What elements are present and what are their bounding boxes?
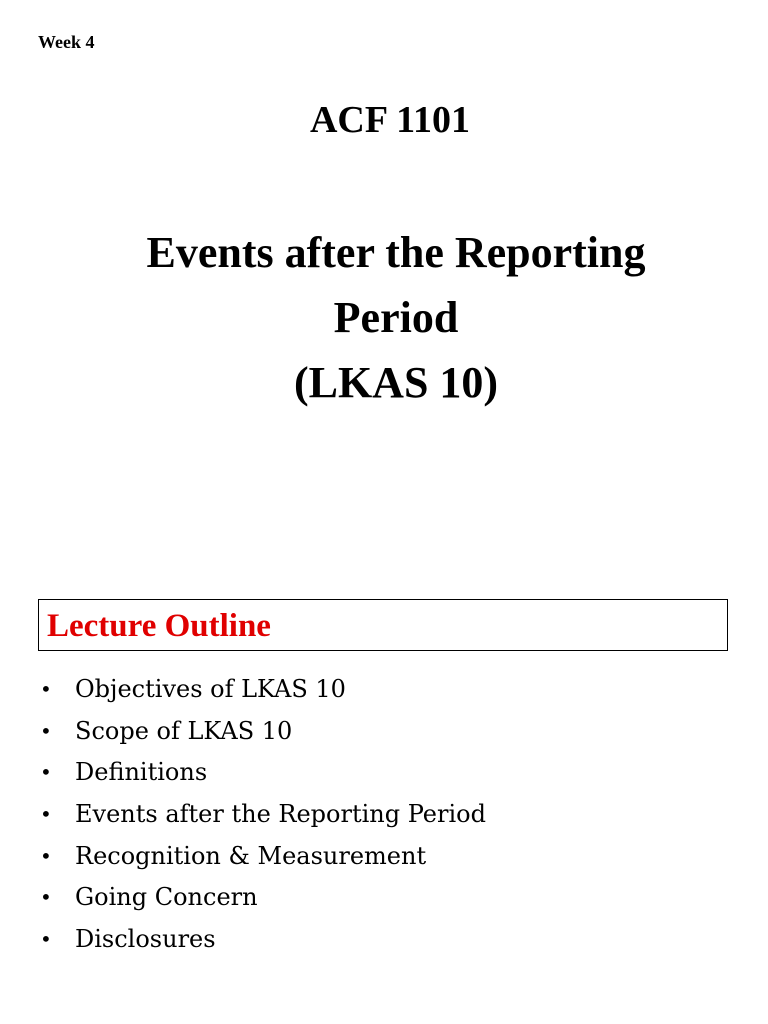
title-line: Period xyxy=(333,293,459,342)
bullet-icon: • xyxy=(40,677,52,701)
title-line: Events after the Reporting xyxy=(146,228,646,277)
list-item-text: Going Concern xyxy=(75,883,258,912)
list-item-text: Recognition & Measurement xyxy=(75,841,427,870)
bullet-icon: • xyxy=(40,885,52,910)
list-item-text: Objectives of LKAS 10 xyxy=(75,675,346,703)
bullet-icon: • xyxy=(40,718,52,743)
title-line: (LKAS 10) xyxy=(293,358,499,407)
week-label: Week 4 xyxy=(38,32,95,52)
list-item-text: Scope of LKAS 10 xyxy=(75,716,293,745)
bullet-icon: • xyxy=(40,760,52,785)
list-item-text: Disclosures xyxy=(75,925,216,954)
lecture-outline-heading: Lecture Outline xyxy=(47,608,271,644)
course-code: ACF 1101 xyxy=(309,99,471,141)
list-item-text: Events after the Reporting Period xyxy=(75,800,486,829)
bullet-icon: • xyxy=(40,843,52,868)
bullet-icon: • xyxy=(40,927,52,952)
lecture-outline-box xyxy=(38,599,728,651)
bullet-icon: • xyxy=(40,802,52,827)
slide-title xyxy=(0,220,768,415)
list-item-text: Definitions xyxy=(75,758,208,787)
